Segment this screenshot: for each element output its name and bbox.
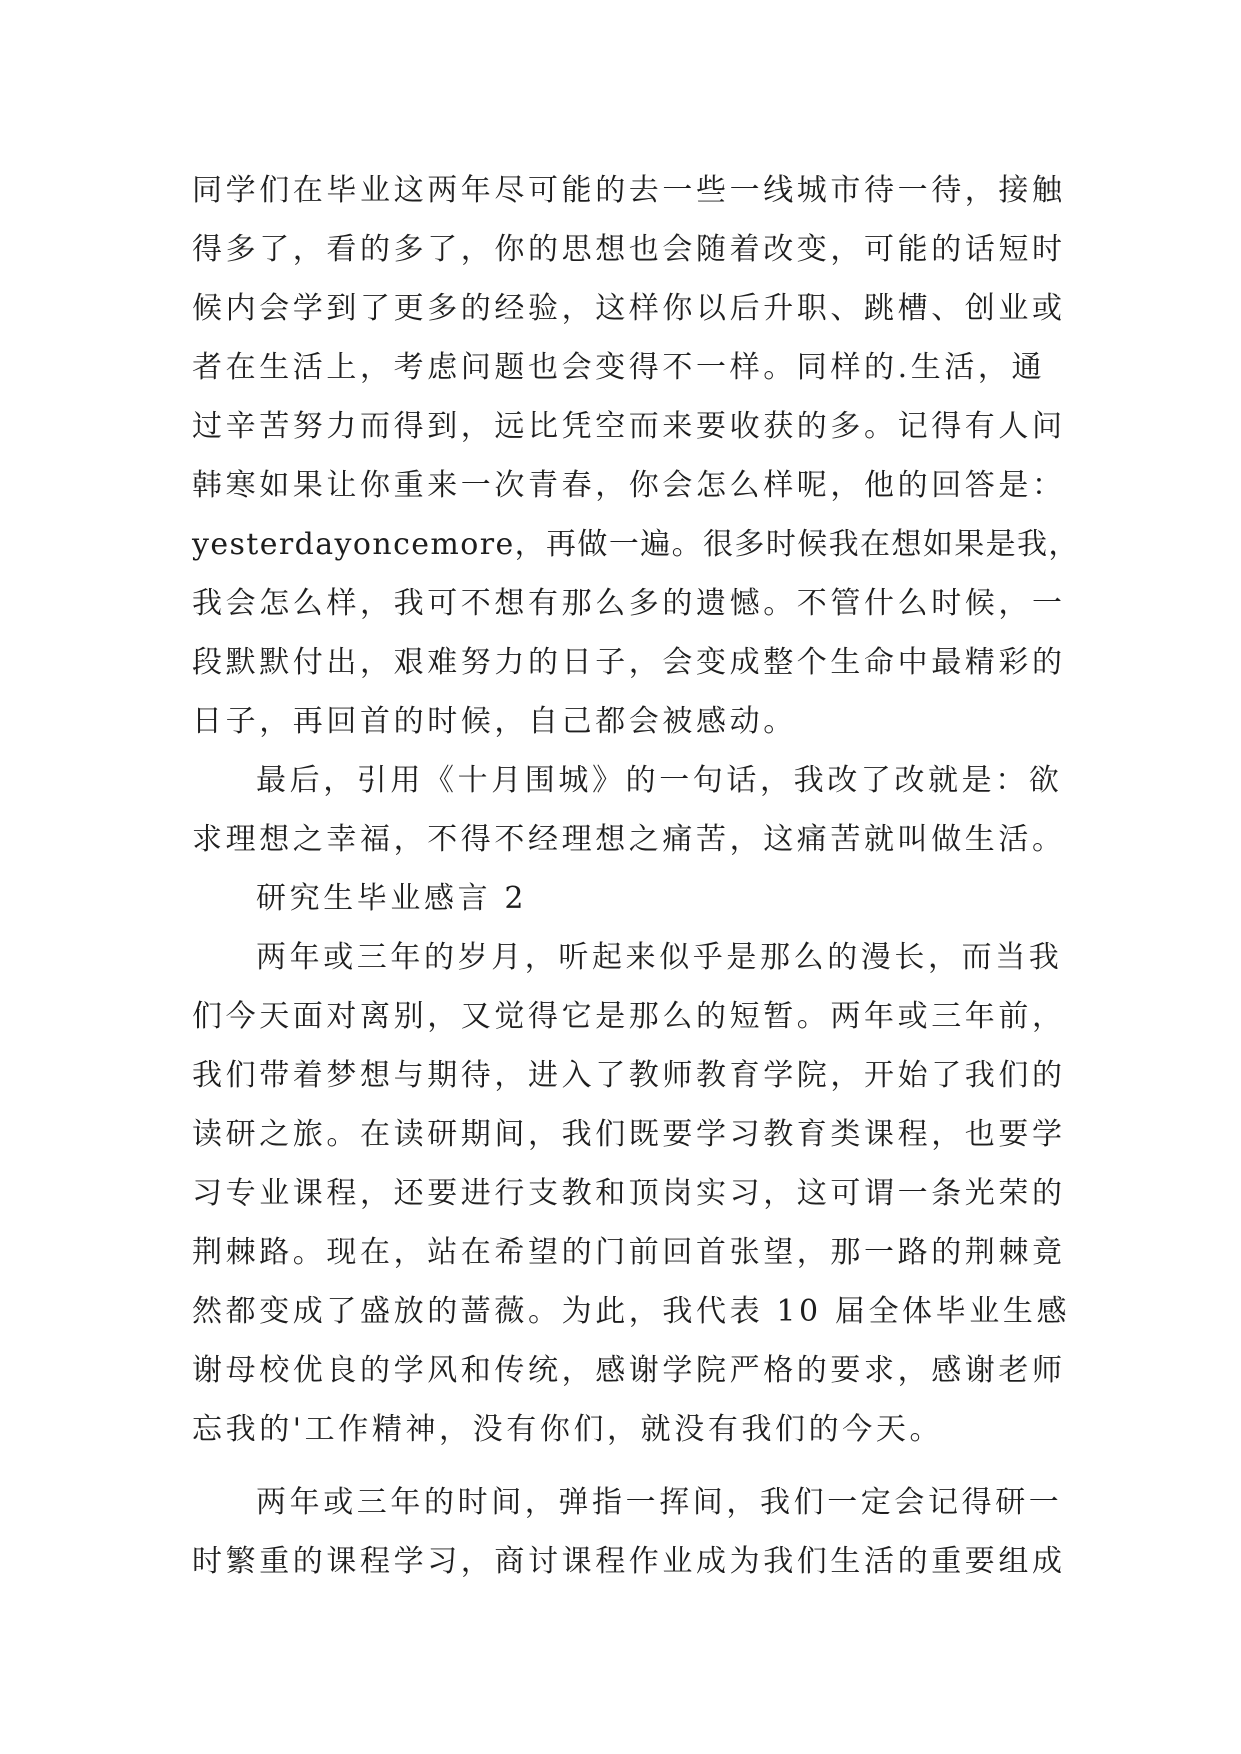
text-line: 同学们在毕业这两年尽可能的去一些一线城市待一待，接触	[192, 173, 1066, 208]
text-line: 谢母校优良的学风和传统，感谢学院严格的要求，感谢老师	[192, 1353, 1066, 1388]
paragraph-first-line: 两年或三年的岁月，听起来似乎是那么的漫长，而当我	[256, 940, 1063, 975]
text-line: 我会怎么样，我可不想有那么多的遗憾。不管什么时候，一	[192, 586, 1066, 621]
text-line: 得多了，看的多了，你的思想也会随着改变，可能的话短时	[192, 232, 1066, 267]
text-line: 时繁重的课程学习，商讨课程作业成为我们生活的重要组成	[192, 1544, 1066, 1579]
text-line: 读研之旅。在读研期间，我们既要学习教育类课程，也要学	[192, 1117, 1066, 1152]
text-line: 日子，再回首的时候，自己都会被感动。	[192, 704, 797, 739]
paragraph-first-line: 两年或三年的时间，弹指一挥间，我们一定会记得研一	[256, 1485, 1063, 1520]
document-body	[192, 161, 1080, 1591]
paragraph-first-line: 最后，引用《十月围城》的一句话，我改了改就是：欲	[256, 763, 1063, 798]
text-line: 候内会学到了更多的经验，这样你以后升职、跳槽、创业或	[192, 291, 1066, 326]
text-line: 荆棘路。现在，站在希望的门前回首张望，那一路的荆棘竟	[192, 1235, 1066, 1270]
text-line: 求理想之幸福，不得不经理想之痛苦，这痛苦就叫做生活。	[192, 822, 1066, 857]
text-line: 韩寒如果让你重来一次青春，你会怎么样呢，他的回答是：	[192, 468, 1066, 503]
text-line: 者在生活上，考虑问题也会变得不一样。同样的.生活，通	[192, 350, 1046, 385]
text-line: 我们带着梦想与期待，进入了教师教育学院，开始了我们的	[192, 1058, 1066, 1093]
text-line: 过辛苦努力而得到，远比凭空而来要收获的多。记得有人问	[192, 409, 1066, 444]
text-line: 然都变成了盛放的蔷薇。为此，我代表 10 届全体毕业生感	[192, 1294, 1071, 1329]
section-heading: 研究生毕业感言 2	[256, 881, 528, 916]
text-line: 们今天面对离别，又觉得它是那么的短暂。两年或三年前，	[192, 999, 1066, 1034]
text-line: 忘我的'工作精神，没有你们，就没有我们的今天。	[192, 1412, 944, 1447]
text-line: 段默默付出，艰难努力的日子，会变成整个生命中最精彩的	[192, 645, 1066, 680]
text-line: yesterdayoncemore，再做一遍。很多时候我在想如果是我，	[192, 527, 1080, 562]
text-line: 习专业课程，还要进行支教和顶岗实习，这可谓一条光荣的	[192, 1176, 1066, 1211]
